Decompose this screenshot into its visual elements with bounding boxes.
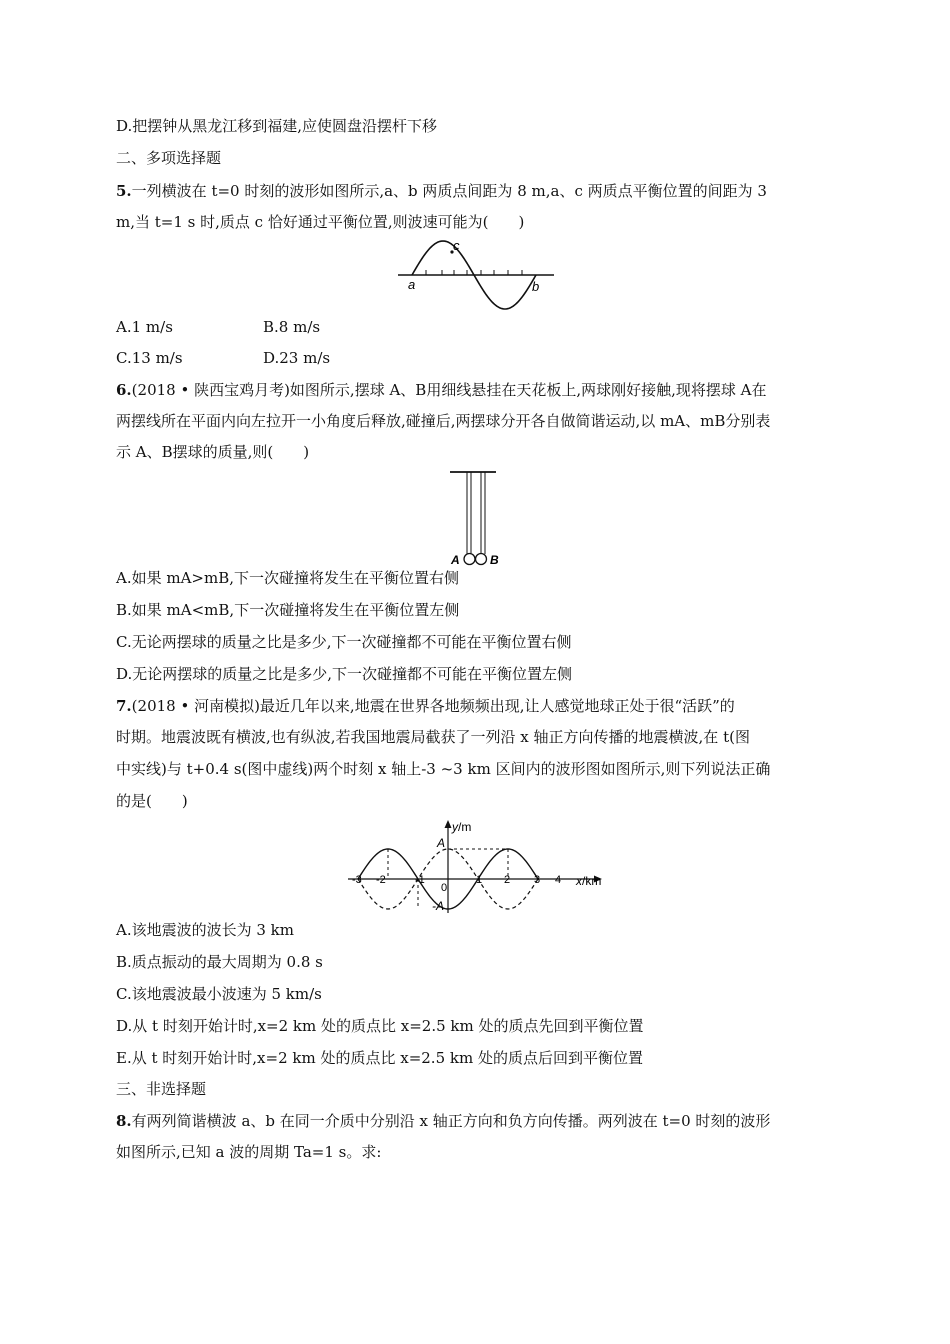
q6-stem-line2: 两摆线所在平面内向左拉开一小角度后释放,碰撞后,两摆球分开各自做简谐运动,以 mA、mB分别表 [116,412,771,430]
q7-stem-line3: 中实线)与 t+0.4 s(图中虚线)两个时刻 x 轴上-3 ~3 km 区间内的波形图如图所示,则下列说法正确 [116,760,771,778]
q5-option-c: C.13 m/s [116,349,183,367]
q7-y-arrow [445,820,452,828]
q7-option-c: C.该地震波最小波速为 5 km/s [116,985,322,1003]
q5-text-line1: 一列横波在 t=0 时刻的波形如图所示,a、b 两质点间距为 8 m,a、c 两质点平衡位置的间距为 3 [131,182,767,200]
q6-ball-a [464,554,475,565]
q5-wave-figure [392,234,562,320]
q5-option-d: D.23 m/s [263,349,331,367]
q7-option-a: A.该地震波的波长为 3 km [116,921,294,939]
q7-y-label: y/m [452,820,472,834]
q7-stem-line1 [116,696,735,716]
q8-stem-line2: 如图所示,已知 a 波的周期 Ta=1 s。求: [116,1143,382,1161]
q6-ball-b [476,554,487,565]
section-title-multiple-choice: 二、多项选择题 [116,149,222,167]
q7-x-label: x/km [576,874,602,888]
q8-number: 8. [116,1112,132,1130]
q5-option-a: A.1 m/s [116,318,173,336]
q7-option-d: D.从 t 时刻开始计时,x=2 km 处的质点比 x=2.5 km 处的质点先回到平衡位置 [116,1017,644,1035]
q5-stem-line1 [116,181,767,201]
q7-amp-pos: A [437,836,446,850]
q5-option-b: B.8 m/s [263,318,321,336]
q6-option-c: C.无论两摆球的质量之比是多少,下一次碰撞都不可能在平衡位置右侧 [116,633,572,651]
q6-number: 6. [116,381,132,399]
q7-amp-neg: -A [432,899,444,913]
q7-wave-figure [340,815,610,919]
q8-text-line1: 有两列简谐横波 a、b 在同一介质中分别沿 x 轴正方向和负方向传播。两列波在 t=0 时刻的波形 [131,1112,771,1130]
q5-label-b: b [532,279,540,294]
q5-number: 5. [116,182,132,200]
q7-tick-neg3: -3 [352,874,362,886]
q7-tick-4: 4 [555,874,562,886]
q5-stem-line2: m,当 t=1 s 时,质点 c 恰好通过平衡位置,则波速可能为( ) [116,213,525,231]
q6-text-line1: (2018 • 陕西宝鸡月考)如图所示,摆球 A、B用细线悬挂在天花板上,两球刚好接触,现将摆球 A在 [131,381,767,399]
q7-tick-neg2: -2 [376,874,386,886]
q6-stem-line3: 示 A、B摆球的质量,则( ) [116,443,310,461]
q4-option-d: D.把摆钟从黑龙江移到福建,应使圆盘沿摆杆下移 [116,117,438,135]
q6-option-b: B.如果 mA<mB,下一次碰撞将发生在平衡位置左侧 [116,601,460,619]
q6-label-b: B [490,553,499,567]
q7-option-e: E.从 t 时刻开始计时,x=2 km 处的质点比 x=2.5 km 处的质点后回到平衡位置 [116,1049,643,1067]
q7-stem-line2: 时期。地震波既有横波,也有纵波,若我国地震局截获了一列沿 x 轴正方向传播的地震横波,在 t(图 [116,728,750,746]
q6-option-a: A.如果 mA>mB,下一次碰撞将发生在平衡位置右侧 [116,569,460,587]
q7-stem-line4: 的是( ) [116,792,188,810]
q7-tick-3: 3 [534,874,541,886]
q6-option-d: D.无论两摆球的质量之比是多少,下一次碰撞都不可能在平衡位置左侧 [116,665,573,683]
q6-stem-line1 [116,380,766,400]
section-title-non-choice: 三、非选择题 [116,1080,207,1098]
q6-pendulum-figure [446,468,516,574]
q7-tick-0: 0 [441,882,448,894]
q7-option-b: B.质点振动的最大周期为 0.8 s [116,953,323,971]
q5-label-c: c [453,238,460,253]
q6-label-a: A [451,553,460,567]
q7-tick-1: 1 [476,874,483,886]
q7-number: 7. [116,697,132,715]
q7-text-line1: (2018 • 河南模拟)最近几年以来,地震在世界各地频频出现,让人感觉地球正处于很“活跃”的 [131,697,735,715]
q7-tick-neg1: -1 [415,874,425,886]
q7-tick-2: 2 [504,874,511,886]
q5-label-a: a [408,277,416,292]
q8-stem-line1 [116,1111,770,1131]
